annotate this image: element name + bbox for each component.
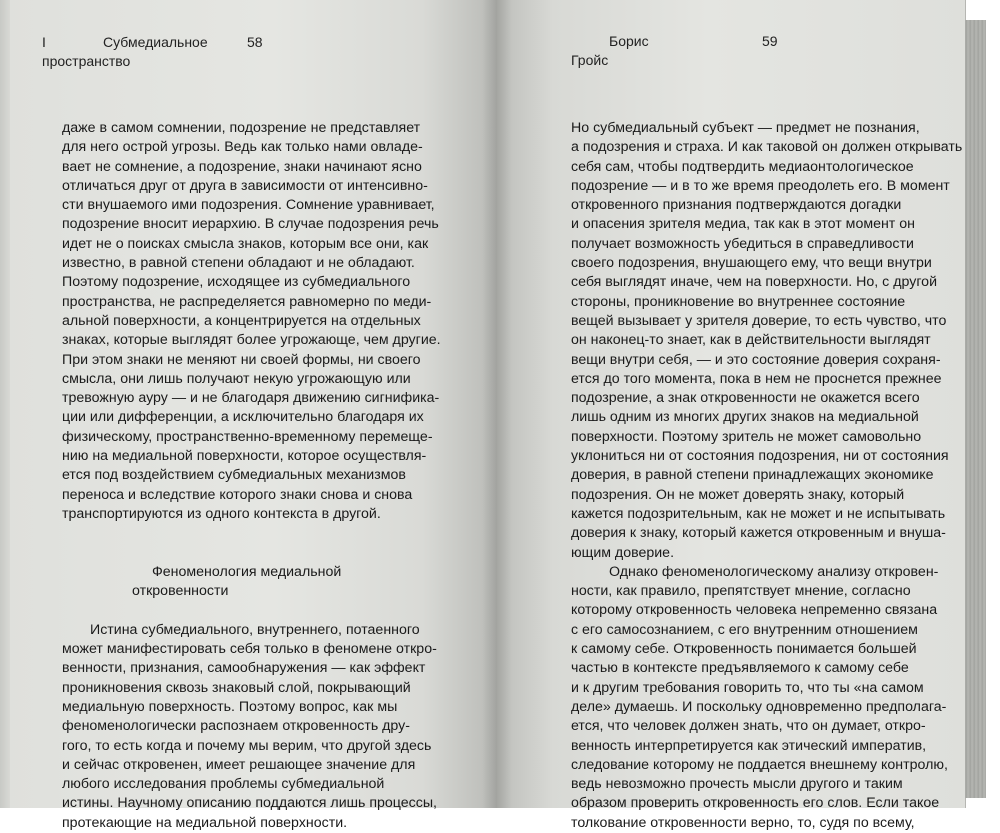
text-line: поверхности. Поэтому зритель не может самовольно — [571, 428, 922, 445]
text-line: к самому себе. Откровенность понимается большей — [571, 641, 917, 658]
text-line: доверия, в равной степени принадлежащих экономике — [571, 467, 934, 484]
page-number-left: 58 — [247, 34, 263, 50]
text-line: с его самосознанием, с его внутренним отношением — [571, 621, 918, 638]
text-line: отличаться друг от друга в зависимости от интенсивно- — [62, 177, 428, 194]
text-line: которому откровенность человека непременно связана — [571, 602, 938, 619]
running-title-line2: пространство — [42, 53, 131, 69]
text-line: следование которому не поддается внешнему контролю, — [571, 756, 948, 773]
book-gutter — [482, 0, 512, 808]
text-line: ведь невозможно прочесть мысли другого и таким — [571, 776, 903, 793]
text-line: подозрения. Он не может доверять знаку, который — [571, 486, 905, 503]
text-line: венности, признания, самообнаружения — как эффект — [62, 660, 426, 677]
text-line: а подозрения и страха. И как таковой он должен открывать — [571, 139, 963, 156]
text-line: получает возможность убедиться в справедливости — [571, 235, 914, 252]
text-line: физическому, пространственно-временному перемеще- — [62, 428, 433, 445]
subheading-line1: Феноменология медиальной — [152, 563, 342, 580]
text-line: для него острой угрозы. Ведь как только нами овладе- — [62, 139, 423, 156]
text-line: ется под воздействием субмедиальных механизмов — [62, 467, 406, 484]
text-line: вещей вызывает у зрителя доверие, то есть чувство, что — [571, 312, 947, 329]
text-line: Поэтому подозрение, исходящее из субмедиального — [62, 274, 411, 291]
text-line: феноменологически распознаем откровенность дру- — [62, 718, 410, 735]
text-line: лишь одним из многих других знаков на медиальной — [571, 409, 919, 426]
right-body-text — [571, 119, 962, 833]
text-line: смысла, они лишь получают некую угрожающую или — [62, 370, 411, 387]
text-line: Истина субмедиального, внутреннего, потаенного — [90, 621, 420, 638]
subheading-line2: откровенности — [132, 583, 229, 600]
text-line: Однако феноменологическому анализу откровен- — [609, 563, 939, 580]
text-line: он наконец-то знает, как в действительности выглядят — [571, 332, 931, 349]
text-line: известно, в равной степени обладают и не обладают. — [62, 255, 415, 272]
text-line: любого исследования проблемы субмедиальной — [62, 776, 385, 793]
text-line: частью в контексте предъявляемого к самому себе — [571, 660, 909, 677]
text-line: медиальную поверхность. Поэтому вопрос, как мы — [62, 698, 398, 715]
text-line: ется до того момента, пока в нем не проснется прежнее — [571, 370, 942, 387]
text-line: проникновения сквозь знаковый слой, покрывающий — [62, 679, 411, 696]
text-line: Но субмедиальный субъект — предмет не познания, — [571, 120, 920, 136]
text-line: переноса и вследствие которого знаки снова и снова — [62, 486, 413, 503]
text-line: венность интерпретируется как этический императив, — [571, 737, 927, 754]
text-line: транспортируются из одного контекста в другой. — [62, 505, 381, 522]
left-body-text — [62, 119, 441, 833]
text-line: вает не сомнение, а подозрение, знаки начинают ясно — [62, 158, 422, 175]
page-number-right: 59 — [762, 33, 778, 49]
page-stack — [962, 20, 986, 798]
text-line: подозрение — и в то же время преодолеть его. В момент — [571, 177, 950, 194]
text-line: истины. Научному описанию поддаются лишь процессы, — [62, 795, 437, 812]
text-line: и опасения зрителя медиа, так как в этот момент он — [571, 216, 915, 233]
text-line: альной поверхности, а концентрируется на отдельных — [62, 312, 421, 329]
text-line: образом проверить откровенность его слов. Если такое — [571, 795, 940, 812]
left-page-edge — [0, 0, 10, 808]
text-line: откровенного признания подтверждаются догадки — [571, 197, 902, 214]
text-line: вещи внутри себя, — и это состояние доверия сохраня- — [571, 351, 941, 368]
text-line: знаках, которые выглядят более угрожающе, чем другие. — [62, 332, 441, 349]
text-line: нию на медиальной поверхности, которое осуществля- — [62, 448, 427, 465]
text-line: подозрение вносит иерархию. В случае подозрения речь — [62, 216, 439, 233]
text-line: ции или дифференции, а исключительно благодаря их — [62, 409, 424, 426]
text-line: доверия к знаку, который кажется откровенным и внуша- — [571, 525, 946, 542]
text-line: протекающие на медиальной поверхности. — [62, 814, 348, 831]
author-line1: Борис — [609, 33, 649, 49]
text-line: При этом знаки не меняют ни своей формы, ни своего — [62, 351, 421, 368]
text-line: себя выглядят иначе, чем на поверхности. Но, с другой — [571, 274, 937, 291]
running-title-line1: Субмедиальное — [103, 34, 208, 50]
text-line: ется, что человек должен знать, что он думает, откро- — [571, 718, 926, 735]
text-line: подозрение, а знак откровенности не окажется всего — [571, 390, 920, 407]
text-line: идет не о поисках смысла знаков, которым все они, как — [62, 235, 429, 252]
text-line: и к другим требования говорить то, что ты «на самом — [571, 679, 924, 696]
text-line: даже в самом сомнении, подозрение не представляет — [62, 120, 421, 136]
text-line: и сейчас откровенен, имеет решающее значение для — [62, 756, 416, 773]
text-line: толкование откровенности верно, то, судя по всему, — [571, 814, 915, 831]
text-line: гого, то есть когда и почему мы верим, что другой здесь — [62, 737, 432, 754]
text-line: пространства, не распределяется равномерно по меди- — [62, 293, 432, 310]
text-line: деле» думаешь. И поскольку одновременно предполага- — [571, 698, 947, 715]
text-line: тревожную ауру — и не благодаря движению сигнифика- — [62, 390, 440, 407]
text-line: сти внушаемого ими подозрения. Сомнение уравнивает, — [62, 197, 435, 214]
text-line: ющим доверие. — [571, 544, 675, 561]
text-line: своего подозрения, внушающего ему, что вещи внутри — [571, 255, 932, 272]
text-line: кажется подозрительным, как не может и не испытывать — [571, 505, 946, 522]
text-line: уклониться ни от состояния подозрения, ни от состояния — [571, 448, 949, 465]
text-line: может манифестировать себя только в феномене откро- — [62, 641, 437, 658]
text-line: себя сам, чтобы подтвердить медиаонтологическое — [571, 158, 914, 175]
author-line2: Гройс — [571, 52, 609, 68]
text-line: ности, как правило, препятствует мнение, согласно — [571, 583, 911, 600]
section-number: I — [42, 34, 46, 50]
text-line: стороны, проникновение во внутреннее состояние — [571, 293, 906, 310]
